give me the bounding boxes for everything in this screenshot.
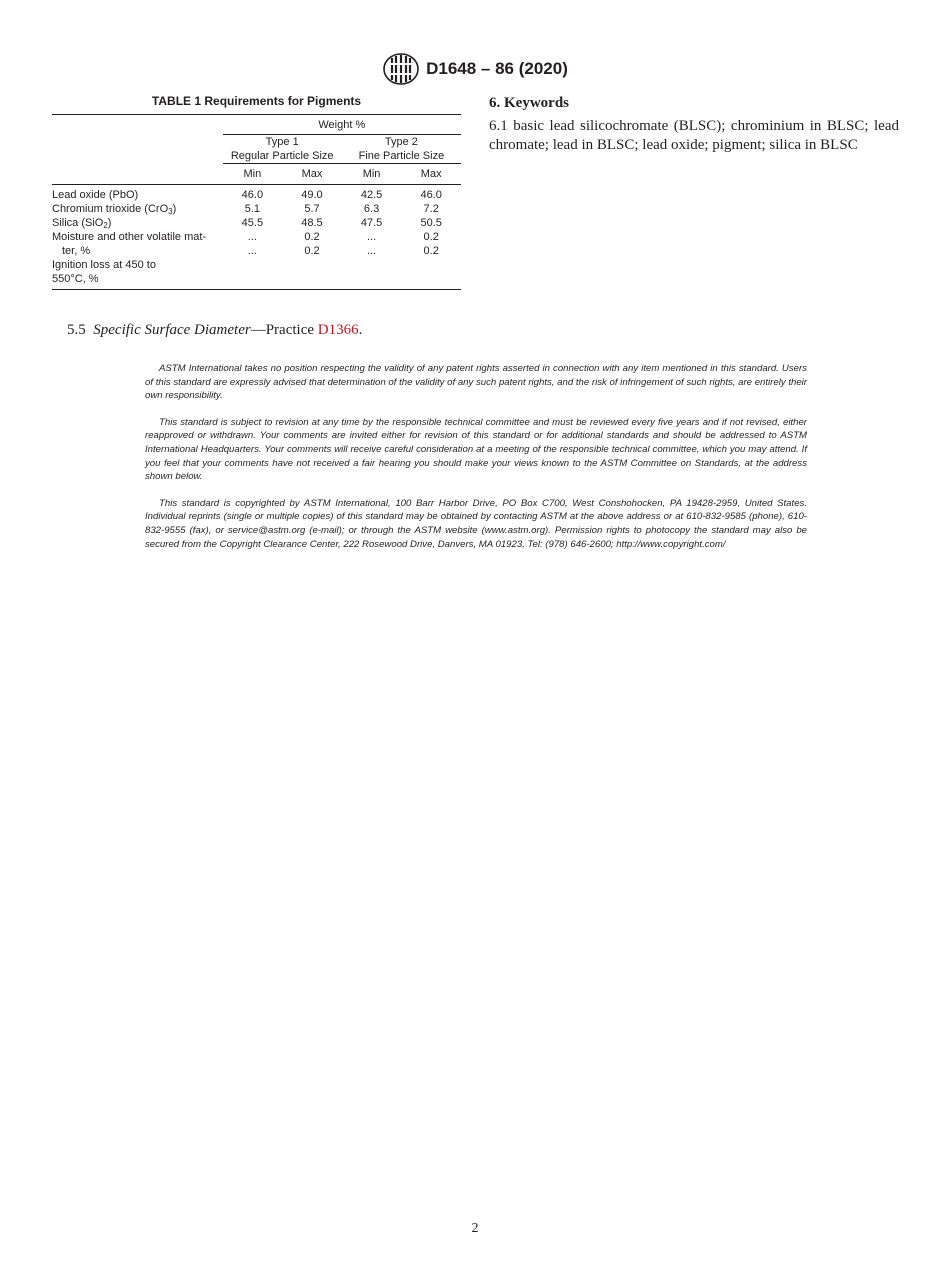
min-header: Min: [223, 164, 283, 185]
table-row: Chromium trioxide (CrO$_3$) 5.1 5.7 6.3 7.2: [52, 203, 439, 216]
table-title: TABLE 1 Requirements for Pigments: [151, 94, 362, 108]
table-row: Lead oxide (PbO) 46.0 49.0 42.5 46.0: [52, 185, 461, 203]
legal-notices: [145, 362, 807, 564]
revision-notice: This standard is subject to revision at any time by the responsible technical committee and must be reviewed every five years and if not revised, either reapproved or withdrawn. Your comments are invited either for revision of this standard or for additional standards and should be addressed to ASTM International Headquarters. Your comments will receive careful consideration at a meeting of the responsible technical committee, which you may attend. If you feel that your comments have not received a fair hearing you should make your views known to the ASTM Committee on Standards, at the address shown below.: [145, 416, 807, 483]
table-row: 550°C, %: [52, 272, 461, 290]
max-header: Max: [401, 164, 461, 185]
keywords-section: [489, 94, 899, 155]
astm-logo-icon: [382, 52, 420, 86]
type1-header: Type 1 Regular Particle Size: [223, 135, 342, 164]
requirements-table: [52, 94, 461, 290]
table-row: ter, % ... 0.2 ... 0.2: [62, 245, 439, 257]
keywords-text: 6.1 basic lead silicochromate (BLSC); chrominium in BLSC; lead chromate; lead in BLSC; lead oxide; pigment; silica in BLSC: [489, 118, 899, 153]
table-row: Ignition loss at 450 to: [52, 259, 156, 271]
page-header: [0, 52, 950, 86]
reference-link[interactable]: D1366: [317, 322, 359, 338]
table-row: Moisture and other volatile mat- ... 0.2 ... 0.2: [52, 231, 439, 243]
section-5-5: 5.5 Specific Surface Diameter—Practice D1366.: [67, 322, 363, 338]
pigment-table: [52, 114, 461, 290]
min-header: Min: [342, 164, 402, 185]
table-row: Silica (SiO$_2$) 45.5 48.5 47.5 50.5: [52, 217, 442, 230]
keywords-heading: 6. Keywords: [489, 95, 569, 111]
section-number: 5.5: [67, 322, 86, 338]
type2-header: Type 2 Fine Particle Size: [342, 135, 461, 164]
patent-notice: ASTM International takes no position respecting the validity of any patent rights asserted in connection with any item mentioned in this standard. Users of this standard are expressly advised that determination of the validity of any such patent rights, and the risk of infringement of such rights, are entirely their own responsibility.: [145, 363, 807, 402]
copyright-notice: This standard is copyrighted by ASTM International, 100 Barr Harbor Drive, PO Box C700, West Conshohocken, PA 19428-2959, United States. Individual reprints (single or multiple copies) of this standard may be obtained by contacting ASTM at the above address or at 610-832-9585 (phone), 610-832-9555 (fax), or service@astm.org (e-mail); or through the ASTM website (www.astm.org). Permission rights to photocopy the standard may also be secured from the Copyright Clearance Center, 222 Rosewood Drive, Danvers, MA 01923, Tel: (978) 646-2600; http://www.copyright.com/: [145, 497, 807, 550]
section-title: Specific Surface Diameter: [93, 322, 251, 338]
page-number: 2: [471, 1221, 479, 1236]
max-header: Max: [282, 164, 342, 185]
standard-designation: D1648 – 86 (2020): [426, 59, 568, 78]
weight-header: Weight %: [223, 115, 461, 135]
